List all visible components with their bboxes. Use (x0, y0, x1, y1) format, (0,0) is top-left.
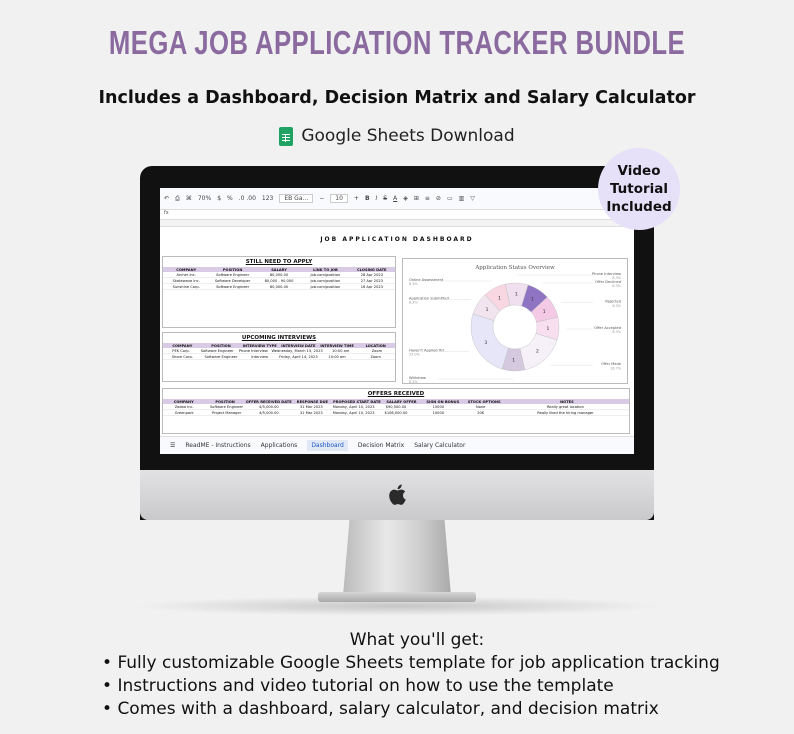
application-status-chart (403, 259, 627, 383)
percent-button[interactable]: % (227, 195, 233, 202)
cell[interactable]: 16 Apr 2023 (360, 284, 383, 289)
page-title: MEGA JOB APPLICATION TRACKER BUNDLE (108, 24, 686, 61)
col-header: LINK TO JOB (313, 267, 338, 272)
tab-salary-calculator[interactable]: Salary Calculator (414, 442, 466, 449)
col-header: STOCK OPTIONS (467, 399, 501, 404)
cell[interactable]: Sunshine Corp. (172, 284, 200, 289)
align-icon[interactable]: ≡ (424, 195, 430, 202)
cell[interactable]: 10000 (432, 410, 445, 415)
upcoming-interviews-panel (162, 332, 396, 382)
col-header: OFFER RECEIVED DATE (245, 399, 292, 404)
font-size-increase-icon[interactable]: + (353, 195, 359, 202)
formula-bar[interactable]: fx (160, 210, 634, 220)
cell[interactable]: Phone Interview (238, 348, 268, 353)
tab-readme[interactable]: ReadME - Instructions (185, 442, 251, 449)
feature-item: • Instructions and video tutorial on how to use the template (102, 675, 794, 698)
strikethrough-icon[interactable]: S (383, 195, 388, 202)
page-subtitle: Includes a Dashboard, Decision Matrix and Salary Calculator (98, 88, 696, 108)
pie-slice (471, 314, 508, 369)
zoom-select[interactable]: 70% (197, 195, 212, 202)
legend-percent: 8.3% (612, 303, 621, 308)
col-header: PROPOSED START DATE (333, 399, 381, 404)
cell[interactable]: 4/5,000.00 (259, 410, 279, 415)
cell[interactable]: Zoom (371, 348, 383, 353)
monitor-stand-base (318, 592, 476, 602)
sheets-toolbar (160, 188, 634, 210)
cell[interactable]: 80,000.00 (269, 284, 289, 289)
bold-icon[interactable]: B (364, 195, 370, 202)
cell[interactable]: Software Developer (214, 278, 251, 283)
table-row (163, 410, 629, 416)
slice-value-label: 2 (535, 349, 539, 355)
feature-item: • Fully customizable Google Sheets template for job application tracking (102, 652, 794, 675)
badge-line-1: Video (617, 163, 661, 179)
chart-icon[interactable]: ▥ (458, 195, 465, 202)
chart-title: Application Status Overview (475, 265, 555, 271)
features-heading: What you'll get: (349, 630, 485, 650)
col-header: POSITION (211, 343, 231, 348)
cell[interactable]: PEK Corp. (172, 348, 190, 353)
col-header: INTERVIEW TYPE (242, 343, 277, 348)
col-header: COMPANY (173, 399, 194, 404)
legend-label: Withdrew (409, 375, 426, 380)
legend-percent: 16.7% (610, 366, 621, 371)
still-need-heading: STILL NEED TO APPLY (245, 259, 313, 265)
col-header: SIGN ON BONUS (426, 399, 460, 404)
legend-label: Online Assessment (409, 278, 444, 283)
cell[interactable]: Software Engineer (216, 284, 250, 289)
slice-value-label: 1 (512, 358, 516, 364)
cell[interactable]: 4/5,000.00 (259, 404, 279, 409)
cell[interactable]: Software Engineer (216, 272, 250, 277)
cell[interactable]: Monday, April 10, 2023 (332, 410, 375, 415)
col-header: COMPANY (176, 267, 197, 272)
slice-value-label: 1 (542, 310, 546, 316)
cell[interactable]: 80,000 - 90,000 (264, 278, 294, 283)
slice-value-label: 1 (485, 307, 489, 313)
cell[interactable]: 31 Mar 2023 (299, 404, 323, 409)
cell[interactable]: Monday, April 10, 2023 (332, 404, 375, 409)
legend-label: Phone Interview (592, 272, 621, 277)
print-icon[interactable]: ⎙ (175, 194, 180, 202)
cell[interactable]: $90,500.00 (385, 404, 407, 409)
comment-icon[interactable]: ▭ (446, 195, 453, 202)
cell[interactable]: Interview (251, 354, 269, 359)
cell[interactable]: 80,000.00 (269, 272, 289, 277)
cell[interactable]: Software Engineer (200, 348, 234, 353)
features-list (102, 652, 794, 721)
cell[interactable]: Archer Inc. (176, 272, 196, 277)
slice-value-label: 1 (531, 297, 535, 303)
cell[interactable]: Zoom (370, 354, 381, 359)
col-header: LOCATION (365, 343, 386, 348)
video-tutorial-badge (598, 148, 680, 230)
all-sheets-icon[interactable]: ☰ (170, 442, 176, 449)
cell[interactable]: 20K (477, 410, 485, 415)
legend-label: Offer Accepted (594, 325, 621, 330)
apple-logo-icon (386, 482, 408, 508)
cell[interactable]: job.com/position (310, 272, 341, 277)
currency-button[interactable]: $ (217, 195, 222, 202)
tab-decision-matrix[interactable]: Decision Matrix (357, 442, 405, 449)
badge-line-2: Tutorial (609, 181, 669, 197)
legend-percent: 8.3% (409, 282, 418, 287)
download-line (0, 126, 794, 146)
cell[interactable]: Project Manager (211, 410, 242, 415)
monitor-stand (343, 520, 451, 596)
features-section (0, 630, 794, 721)
slice-value-label: 1 (546, 326, 550, 332)
italic-icon[interactable]: I (375, 195, 378, 202)
table-row (163, 284, 395, 290)
legend-percent: 8.3% (409, 380, 418, 385)
legend-percent: 8.3% (612, 330, 621, 335)
cell[interactable]: Shore Corp. (171, 354, 193, 359)
decimals-buttons[interactable]: .0 .00 (238, 195, 256, 202)
cell[interactable]: Really great location (546, 404, 584, 409)
col-header: POSITION (215, 399, 235, 404)
legend-label: Rejected (605, 299, 621, 304)
filter-icon[interactable]: ▽ (470, 195, 475, 202)
cell[interactable]: Zooba Inc. (174, 404, 194, 409)
interviews-heading: UPCOMING INTERVIEWS (241, 335, 317, 341)
cell[interactable]: 28 Apr 2023 (360, 272, 383, 277)
col-header: COMPANY (172, 343, 193, 348)
legend-percent: 8.3% (612, 276, 621, 281)
offers-received-panel (162, 388, 630, 434)
dashboard-title: JOB APPLICATION DASHBOARD (320, 236, 474, 243)
status-chart-panel (402, 258, 628, 384)
spreadsheet-screen (160, 188, 634, 454)
col-header: INTERVIEW DATE (281, 343, 316, 348)
cell[interactable]: job.com/position (310, 278, 341, 283)
legend-label: Haven't Applied Yet (409, 348, 445, 353)
link-icon[interactable]: ⊘ (435, 195, 441, 202)
still-need-to-apply-panel (162, 256, 396, 328)
tab-dashboard[interactable]: Dashboard (307, 440, 348, 451)
font-size-input[interactable]: 10 (330, 194, 348, 203)
col-header: NOTES (560, 399, 574, 404)
cell[interactable]: Really liked the hiring manager (537, 410, 594, 415)
paint-format-icon[interactable]: ⌘ (185, 195, 192, 202)
legend-percent: 8.3% (409, 300, 418, 305)
borders-icon[interactable]: ⊞ (413, 195, 419, 202)
col-header: SALARY (271, 267, 287, 272)
col-header: CLOSING DATE (357, 267, 387, 272)
column-headers (160, 220, 634, 227)
feature-item: • Comes with a dashboard, salary calculator, and decision matrix (102, 698, 794, 721)
cell[interactable]: 31 Mar 2023 (299, 410, 323, 415)
legend-percent: 8.3% (612, 284, 621, 289)
download-label: Google Sheets Download (301, 126, 515, 146)
cell[interactable]: Skatewave Inc. (172, 278, 200, 283)
table-row (163, 354, 395, 360)
col-header: POSITION (222, 267, 243, 272)
cell[interactable]: 15000 (432, 404, 445, 409)
undo-icon[interactable]: ↶ (164, 195, 170, 202)
legend-label: Application Submitted (409, 296, 449, 301)
slice-value-label: 1 (514, 292, 518, 298)
slice-value-label: 1 (498, 296, 502, 302)
cell[interactable]: Greenpark (174, 410, 194, 415)
offers-heading: OFFERS RECEIVED (367, 391, 425, 397)
sheet-tab-bar (160, 436, 634, 454)
cell[interactable]: Software Engineer (204, 354, 238, 359)
col-header: RESPONSE DUE (296, 399, 328, 404)
text-color-icon[interactable]: A (393, 195, 398, 202)
cell[interactable]: job.com/position (310, 284, 341, 289)
slice-value-label: 3 (484, 340, 488, 346)
legend-label: Offer Declined (595, 279, 621, 284)
cell[interactable]: Friday, April 14, 2023 (279, 354, 318, 359)
fill-color-icon[interactable]: ◈ (403, 195, 408, 202)
font-select[interactable]: EB Ga... (279, 194, 313, 203)
font-size-decrease-icon[interactable]: − (319, 195, 325, 202)
cell[interactable]: Wednesday, March 15, 2023 (271, 348, 323, 353)
cell[interactable]: 10:00 am (332, 348, 350, 353)
legend-label: Offer Made (601, 362, 621, 367)
cell[interactable]: 27 Apr 2023 (360, 278, 383, 283)
tab-applications[interactable]: Applications (260, 442, 298, 449)
badge-line-3: Included (606, 199, 672, 215)
col-header: SALARY OFFER (386, 399, 417, 404)
cell[interactable]: $108,000.00 (384, 410, 408, 415)
cell[interactable]: None (476, 404, 486, 409)
format-button[interactable]: 123 (261, 195, 274, 202)
col-header: INTERVIEW TIME (320, 343, 354, 348)
legend-percent: 25.0% (409, 352, 420, 357)
cell[interactable]: Software Engineer (210, 404, 244, 409)
google-sheets-icon (279, 127, 293, 146)
cell[interactable]: 10:00 am (328, 354, 346, 359)
